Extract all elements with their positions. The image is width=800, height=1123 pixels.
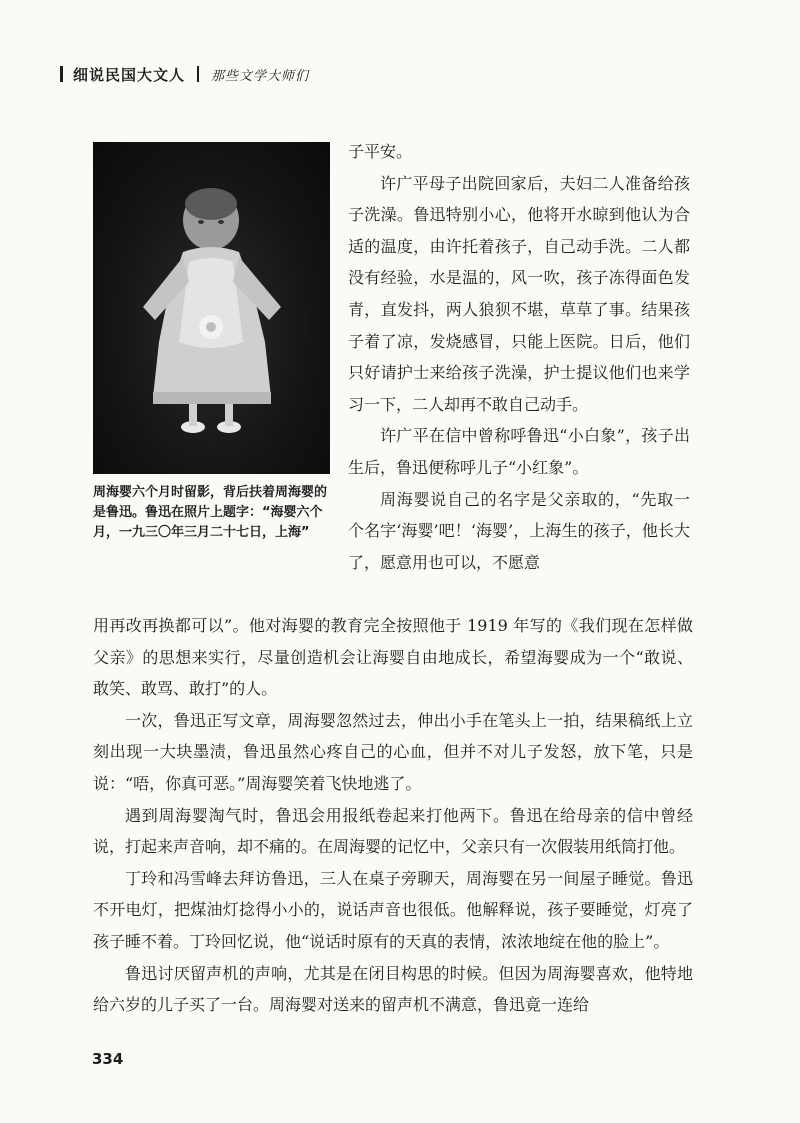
paragraph: 一次，鲁迅正写文章，周海婴忽然过去，伸出小手在笔头上一拍，结果稿纸上立刻出现一大块墨渍，鲁迅虽然心疼自己的心血，但并不对儿子发怒，放下笔，只是说：“唔，你真可恶。”周海婴笑着飞快地逃了。: [93, 710, 693, 793]
paragraph: 许广平母子出院回家后，夫妇二人准备给孩子洗澡。鲁迅特别小心，他将开水晾到他认为合适的温度，由许托着孩子，自己动手洗。二人都没有经验，水是温的，风一吹，孩子冻得面色发青，直发抖，两人狼狈不堪，草草了事。结果孩子着了凉，发烧感冒，只能上医院。日后，他们只好请护士来给孩子洗澡，护士提议他们也来学习一下，二人却再不敢自己动手。: [348, 173, 690, 414]
paragraph: 许广平在信中曾称呼鲁迅“小白象”，孩子出生后，鲁迅便称呼儿子“小红象”。: [348, 426, 690, 477]
full-width-text: [93, 610, 693, 1021]
baby-photo-illustration: [93, 142, 330, 474]
header-separator: [197, 66, 199, 82]
paragraph: 用再改再换都可以”。他对海婴的教育完全按照他于 1919 年写的《我们现在怎样做父亲》的思想来实行，尽量创造机会让海婴自由地成长，希望海婴成为一个“敢说、敢笑、敢骂、敢打”的人。: [93, 616, 693, 699]
photo-caption: 周海婴六个月时留影，背后扶着周海婴的是鲁迅。鲁迅在照片上题字：“海婴六个月，一九三〇年三月二十七日，上海”: [93, 485, 328, 540]
page-number: 334: [92, 1050, 124, 1068]
right-column-text: [348, 136, 690, 578]
running-header: [60, 60, 660, 88]
paragraph: 遇到周海婴淘气时，鲁迅会用报纸卷起来打他两下。鲁迅在给母亲的信中曾经说，打起来声音响，却不痛的。在周海婴的记忆中，父亲只有一次假装用纸筒打他。: [93, 805, 693, 857]
paragraph: 周海婴说自己的名字是父亲取的，“先取一个名字‘海婴’吧！‘海婴’，上海生的孩子，他长大了，愿意用也可以，不愿意: [348, 489, 690, 572]
chapter-title: 那些文学大师们: [211, 68, 310, 84]
paragraph: 丁玲和冯雪峰去拜访鲁迅，三人在桌子旁聊天，周海婴在另一间屋子睡觉。鲁迅不开电灯，把煤油灯捻得小小的，说话声音也很低。他解释说，孩子要睡觉，灯亮了孩子睡不着。丁玲回忆说，他“说话时原有的天真的表情，浓浓地绽在他的脸上”。: [93, 868, 693, 951]
header-bar: [60, 66, 63, 82]
baby-photo: [93, 142, 330, 474]
paragraph: 子平安。: [348, 142, 413, 161]
book-title: 细说民国大文人: [73, 65, 186, 84]
paragraph: 鲁迅讨厌留声机的声响，尤其是在闭目构思的时候。但因为周海婴喜欢，他特地给六岁的儿子买了一台。周海婴对送来的留声机不满意，鲁迅竟一连给: [93, 963, 693, 1015]
